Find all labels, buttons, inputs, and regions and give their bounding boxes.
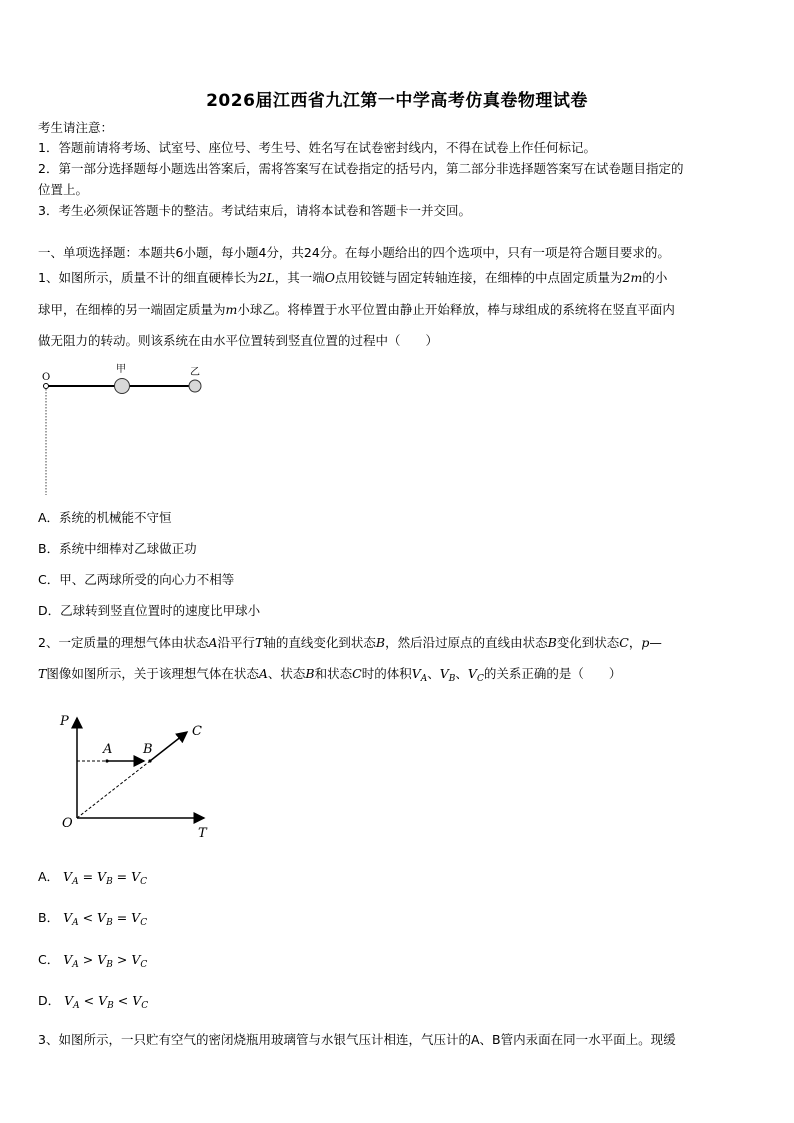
operator: < — [82, 910, 94, 925]
q1-text: 小球乙。将棒置于水平位置由静止开始释放，棒与球组成的系统将在竖直平面内 — [237, 302, 675, 317]
q2-text: 图像如图所示，关于该理想气体在状态 — [46, 666, 259, 681]
q2-text: 、 — [427, 666, 440, 681]
option-letter: A． — [38, 869, 60, 884]
axis-label-p: P — [60, 714, 69, 729]
q1-option-b: B．系统中细棒对乙球做正功 — [38, 541, 197, 556]
var-v: V — [97, 869, 107, 884]
q2-var: p — [641, 635, 650, 650]
q2-var: V — [439, 666, 449, 681]
q2-var: A — [258, 666, 268, 681]
q1-stem-line3: 做无阻力的转动。则该系统在由水平位置转到竖直位置的过程中（ ） — [38, 333, 439, 348]
origin-label: O — [62, 816, 73, 831]
q2-option-d — [38, 991, 148, 1016]
q2-var: B — [547, 635, 557, 650]
var-v: V — [98, 993, 108, 1008]
q2-stem-line2 — [38, 664, 758, 689]
q1-text: 点用铰链与固定转轴连接，在细棒的中点固定质量为 — [335, 270, 623, 285]
ball-yi — [189, 380, 201, 392]
q1-text: 球甲，在细棒的另一端固定质量为 — [38, 302, 226, 317]
point-a — [105, 759, 108, 762]
q2-stem-line1 — [38, 633, 758, 653]
q2-var: B — [375, 635, 386, 650]
q2-pt-graph — [54, 706, 224, 846]
q2-var: V — [467, 666, 477, 681]
q3-stem-line1: 3、如图所示，一只贮有空气的密闭烧瓶用玻璃管与水银气压计相连，气压计的A、B管内汞面在同一水平面上。现缓 — [38, 1032, 676, 1047]
label-jia: 甲 — [116, 364, 126, 375]
q2-var: B — [305, 666, 315, 681]
q2-option-b — [38, 908, 147, 933]
q1-rod-figure — [36, 360, 216, 500]
sub-b: B — [106, 877, 113, 887]
q1-var: m — [225, 302, 238, 317]
var-v: V — [131, 910, 141, 925]
q2-text: 、状态 — [267, 666, 306, 681]
q2-text: 和状态 — [314, 666, 353, 681]
var-v: V — [63, 952, 73, 967]
q2-text: — — [649, 635, 662, 650]
option-letter: B． — [38, 910, 60, 925]
q2-var: V — [411, 666, 421, 681]
q2-text: 2、一定质量的理想气体由状态 — [38, 635, 209, 650]
operator: < — [83, 993, 95, 1008]
operator: = — [116, 910, 128, 925]
operator: > — [82, 952, 94, 967]
var-v: V — [131, 869, 141, 884]
q2-var: T — [38, 666, 47, 681]
sub-c: C — [141, 1001, 149, 1011]
page-title: 2026届江西省九江第一中学高考仿真卷物理试卷 — [206, 91, 588, 111]
q2-text: 沿平行 — [217, 635, 256, 650]
var-v: V — [97, 910, 107, 925]
sub-a: A — [73, 1001, 80, 1011]
q1-option-a: A．系统的机械能不守恒 — [38, 510, 172, 525]
sub-a: A — [72, 918, 79, 928]
q2-var: C — [619, 635, 629, 650]
q2-text: ，然后沿过原点的直线由状态 — [385, 635, 548, 650]
q1-text: ，其一端 — [274, 270, 325, 285]
q2-sub: C — [476, 674, 484, 684]
q2-text: 的关系正确的是（ ） — [483, 666, 622, 681]
label-yi: 乙 — [190, 367, 200, 378]
section-heading: 一、单项选择题：本题共6小题，每小题4分，共24分。在每小题给出的四个选项中，只有一项是符合题目要求的。 — [38, 245, 670, 260]
var-v: V — [131, 952, 141, 967]
q1-var: O — [324, 270, 335, 285]
option-letter: C． — [38, 952, 60, 967]
var-v: V — [132, 993, 142, 1008]
operator: < — [117, 993, 129, 1008]
operator: = — [82, 869, 94, 884]
q2-option-a — [38, 867, 147, 892]
label-b: B — [143, 742, 153, 757]
q2-text: 、 — [455, 666, 468, 681]
axis-label-t: T — [198, 826, 207, 841]
var-v: V — [64, 993, 74, 1008]
sub-c: C — [140, 918, 148, 928]
sub-a: A — [72, 960, 79, 970]
q2-text: 时的体积 — [361, 666, 412, 681]
q1-var: 2L — [258, 270, 275, 285]
sub-a: A — [72, 877, 79, 887]
q1-var: 2m — [622, 270, 643, 285]
notice-item-1: 1．答题前请将考场、试室号、座位号、考生号、姓名写在试卷密封线内，不得在试卷上作任何标记。 — [38, 140, 596, 155]
q1-option-c: C．甲、乙两球所受的向心力不相等 — [38, 572, 235, 587]
q2-text: 轴的直线变化到状态 — [263, 635, 376, 650]
label-a: A — [103, 742, 113, 757]
var-v: V — [63, 910, 73, 925]
q1-option-d: D．乙球转到竖直位置时的速度比甲球小 — [38, 603, 261, 618]
q2-var: A — [208, 635, 218, 650]
label-c: C — [192, 724, 202, 739]
pivot-point — [44, 384, 49, 389]
q2-sub: B — [448, 674, 456, 684]
notice-heading: 考生请注意： — [38, 120, 114, 135]
sub-b: B — [107, 1001, 114, 1011]
sub-b: B — [106, 960, 113, 970]
notice-item-2: 2．第一部分选择题每小题选出答案后，需将答案写在试卷指定的括号内，第二部分非选择题答案写在试卷题目指定的 — [38, 161, 684, 176]
q2-var: C — [352, 666, 362, 681]
operator: > — [116, 952, 128, 967]
q2-option-c — [38, 950, 147, 975]
dashed-origin-b — [77, 761, 150, 818]
option-letter: D． — [38, 993, 61, 1008]
q1-text: 的小 — [642, 270, 668, 285]
ball-jia — [115, 379, 130, 394]
var-v: V — [63, 869, 73, 884]
sub-c: C — [140, 960, 148, 970]
operator: = — [116, 869, 128, 884]
notice-item-3: 3．考生必须保证答题卡的整洁。考试结束后，请将本试卷和答题卡一并交回。 — [38, 203, 471, 218]
q1-text: 1、如图所示，质量不计的细直硬棒长为 — [38, 270, 259, 285]
q2-text: ， — [628, 635, 642, 650]
label-o: O — [42, 372, 51, 383]
sub-b: B — [106, 918, 113, 928]
process-b-c — [150, 732, 187, 761]
notice-item-2-cont: 位置上。 — [38, 182, 89, 197]
point-b — [148, 759, 151, 762]
q1-stem-line2 — [38, 300, 758, 320]
q2-text: 变化到状态 — [556, 635, 620, 650]
var-v: V — [97, 952, 107, 967]
q2-sub: A — [420, 674, 428, 684]
q2-var: T — [255, 635, 264, 650]
q1-stem-line1 — [38, 268, 758, 288]
sub-c: C — [140, 877, 148, 887]
